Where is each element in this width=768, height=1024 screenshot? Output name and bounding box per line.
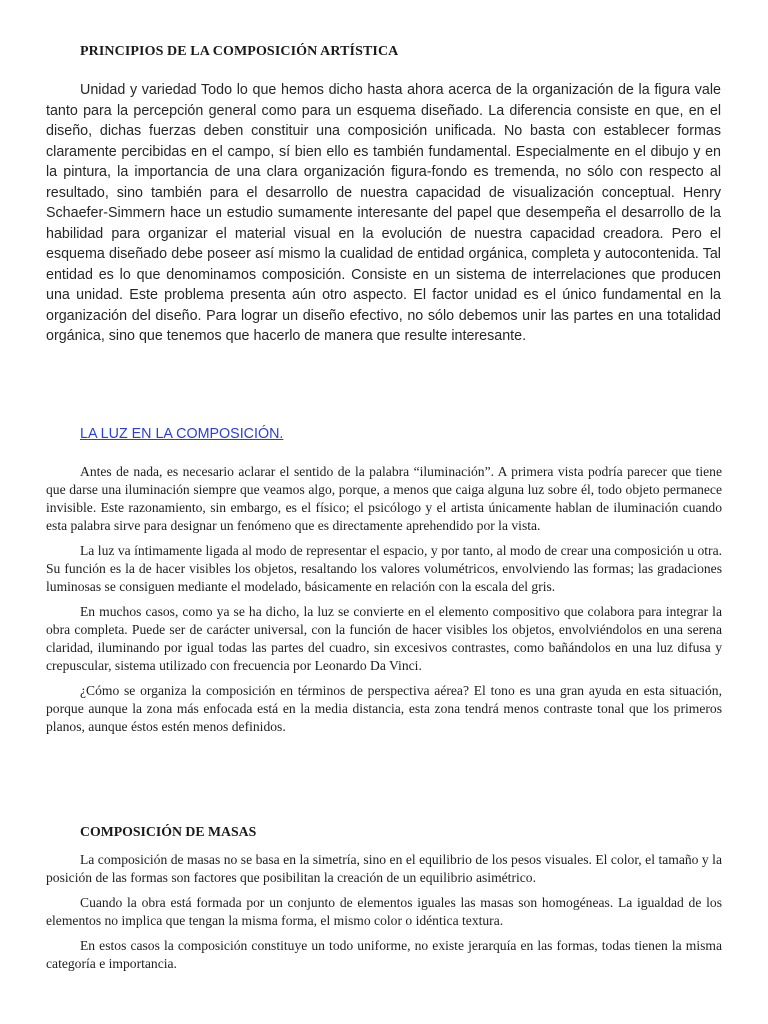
paragraph: En estos casos la composición constituye un todo uniforme, no existe jerarquía en las formas, todas tienen la misma categoría e importancia. (46, 938, 722, 971)
paragraph: La luz va íntimamente ligada al modo de representar el espacio, y por tanto, al modo de crear una composición u otra. Su función es la de hacer visibles los objetos, resaltando los valores volumétricos, envolviendo las formas; las gradaciones luminosas se consiguen mediante el modelado, básicamente en relación con la escala del gris. (46, 543, 722, 594)
link-la-luz-en-la-composicion[interactable]: LA LUZ EN LA COMPOSICIÓN. (80, 426, 284, 442)
paragraph: ¿Cómo se organiza la composición en términos de perspectiva aérea? El tono es una gran ayuda en esta situación, porque aunque la zona más enfocada está en la media distancia, esta zona tendrá menos contraste tonal que los primeros planos, aunque éstos estén menos definidos. (46, 683, 722, 734)
paragraph-unidad-variedad: Unidad y variedad Todo lo que hemos dicho hasta ahora acerca de la organización de la figura vale tanto para la percepción general como para un esquema diseñado. La diferencia consiste en que, en el diseño, dichas fuerzas deben constituir una composición unificada. No basta con establecer formas claramente percibidas en el campo, sí bien ello es también fundamental. Especialmente en el dibujo y en la pintura, la importancia de una clara organización figura-fondo es tremenda, no sólo con respecto al resultado, sino también para el desarrollo de nuestra capacidad de visualización conceptual. Henry Schaefer-Simmern hace un estudio sumamente interesante del papel que desempeña el desarrollo de la habilidad para organizar el material visual en la evolución de nuestra capacidad creadora. Pero el esquema diseñado debe poseer así mismo la cualidad de entidad orgánica, completa y autocontenida. Tal entidad es lo que denominamos composición. Consiste en un sistema de interrelaciones que producen una unidad. Este problema presenta aún otro aspecto. El factor unidad es el único fundamental en la organización del diseño. Para lograr un diseño efectivo, no sólo debemos unir las partes en una totalidad orgánica, sino que tenemos que hacerlo de manera que resulte interesante. (46, 82, 721, 344)
paragraph: La composición de masas no se basa en la simetría, sino en el equilibrio de los pesos visuales. El color, el tamaño y la posición de las formas son factores que posibilitan la creación de un equilibrio asimétrico. (46, 852, 722, 885)
section-title-principios: PRINCIPIOS DE LA COMPOSICIÓN ARTÍSTICA (80, 44, 399, 59)
section-la-luz-body (46, 463, 722, 743)
section-masas-body (46, 851, 722, 980)
paragraph: Cuando la obra está formada por un conjunto de elementos iguales las masas son homogéneas. La igualdad de los elementos no implica que tengan la misma forma, el mismo color o idéntica textura. (46, 895, 722, 928)
paragraph: Antes de nada, es necesario aclarar el sentido de la palabra “iluminación”. A primera vista podría parecer que tiene que darse una iluminación siempre que veamos algo, porque, a menos que caiga alguna luz sobre él, todo objeto permanece invisible. Este razonamiento, sin embargo, es el físico; el psicólogo y el artista únicamente hablan de iluminación cuando esta palabra sirve para designar un fenómeno que es directamente aprehendido por la vista. (46, 464, 722, 533)
paragraph: En muchos casos, como ya se ha dicho, la luz se convierte en el elemento compositivo que colabora para integrar la obra completa. Puede ser de carácter universal, con la función de hacer visibles los objetos, envolviéndolos en una serena claridad, iluminando por igual todas las partes del cuadro, sin excesivos contrastes, como bañándolos en una luz difusa y crepuscular, sistema utilizado con frecuencia por Leonardo Da Vinci. (46, 604, 722, 673)
section-title-composicion-de-masas: COMPOSICIÓN DE MASAS (80, 824, 257, 839)
